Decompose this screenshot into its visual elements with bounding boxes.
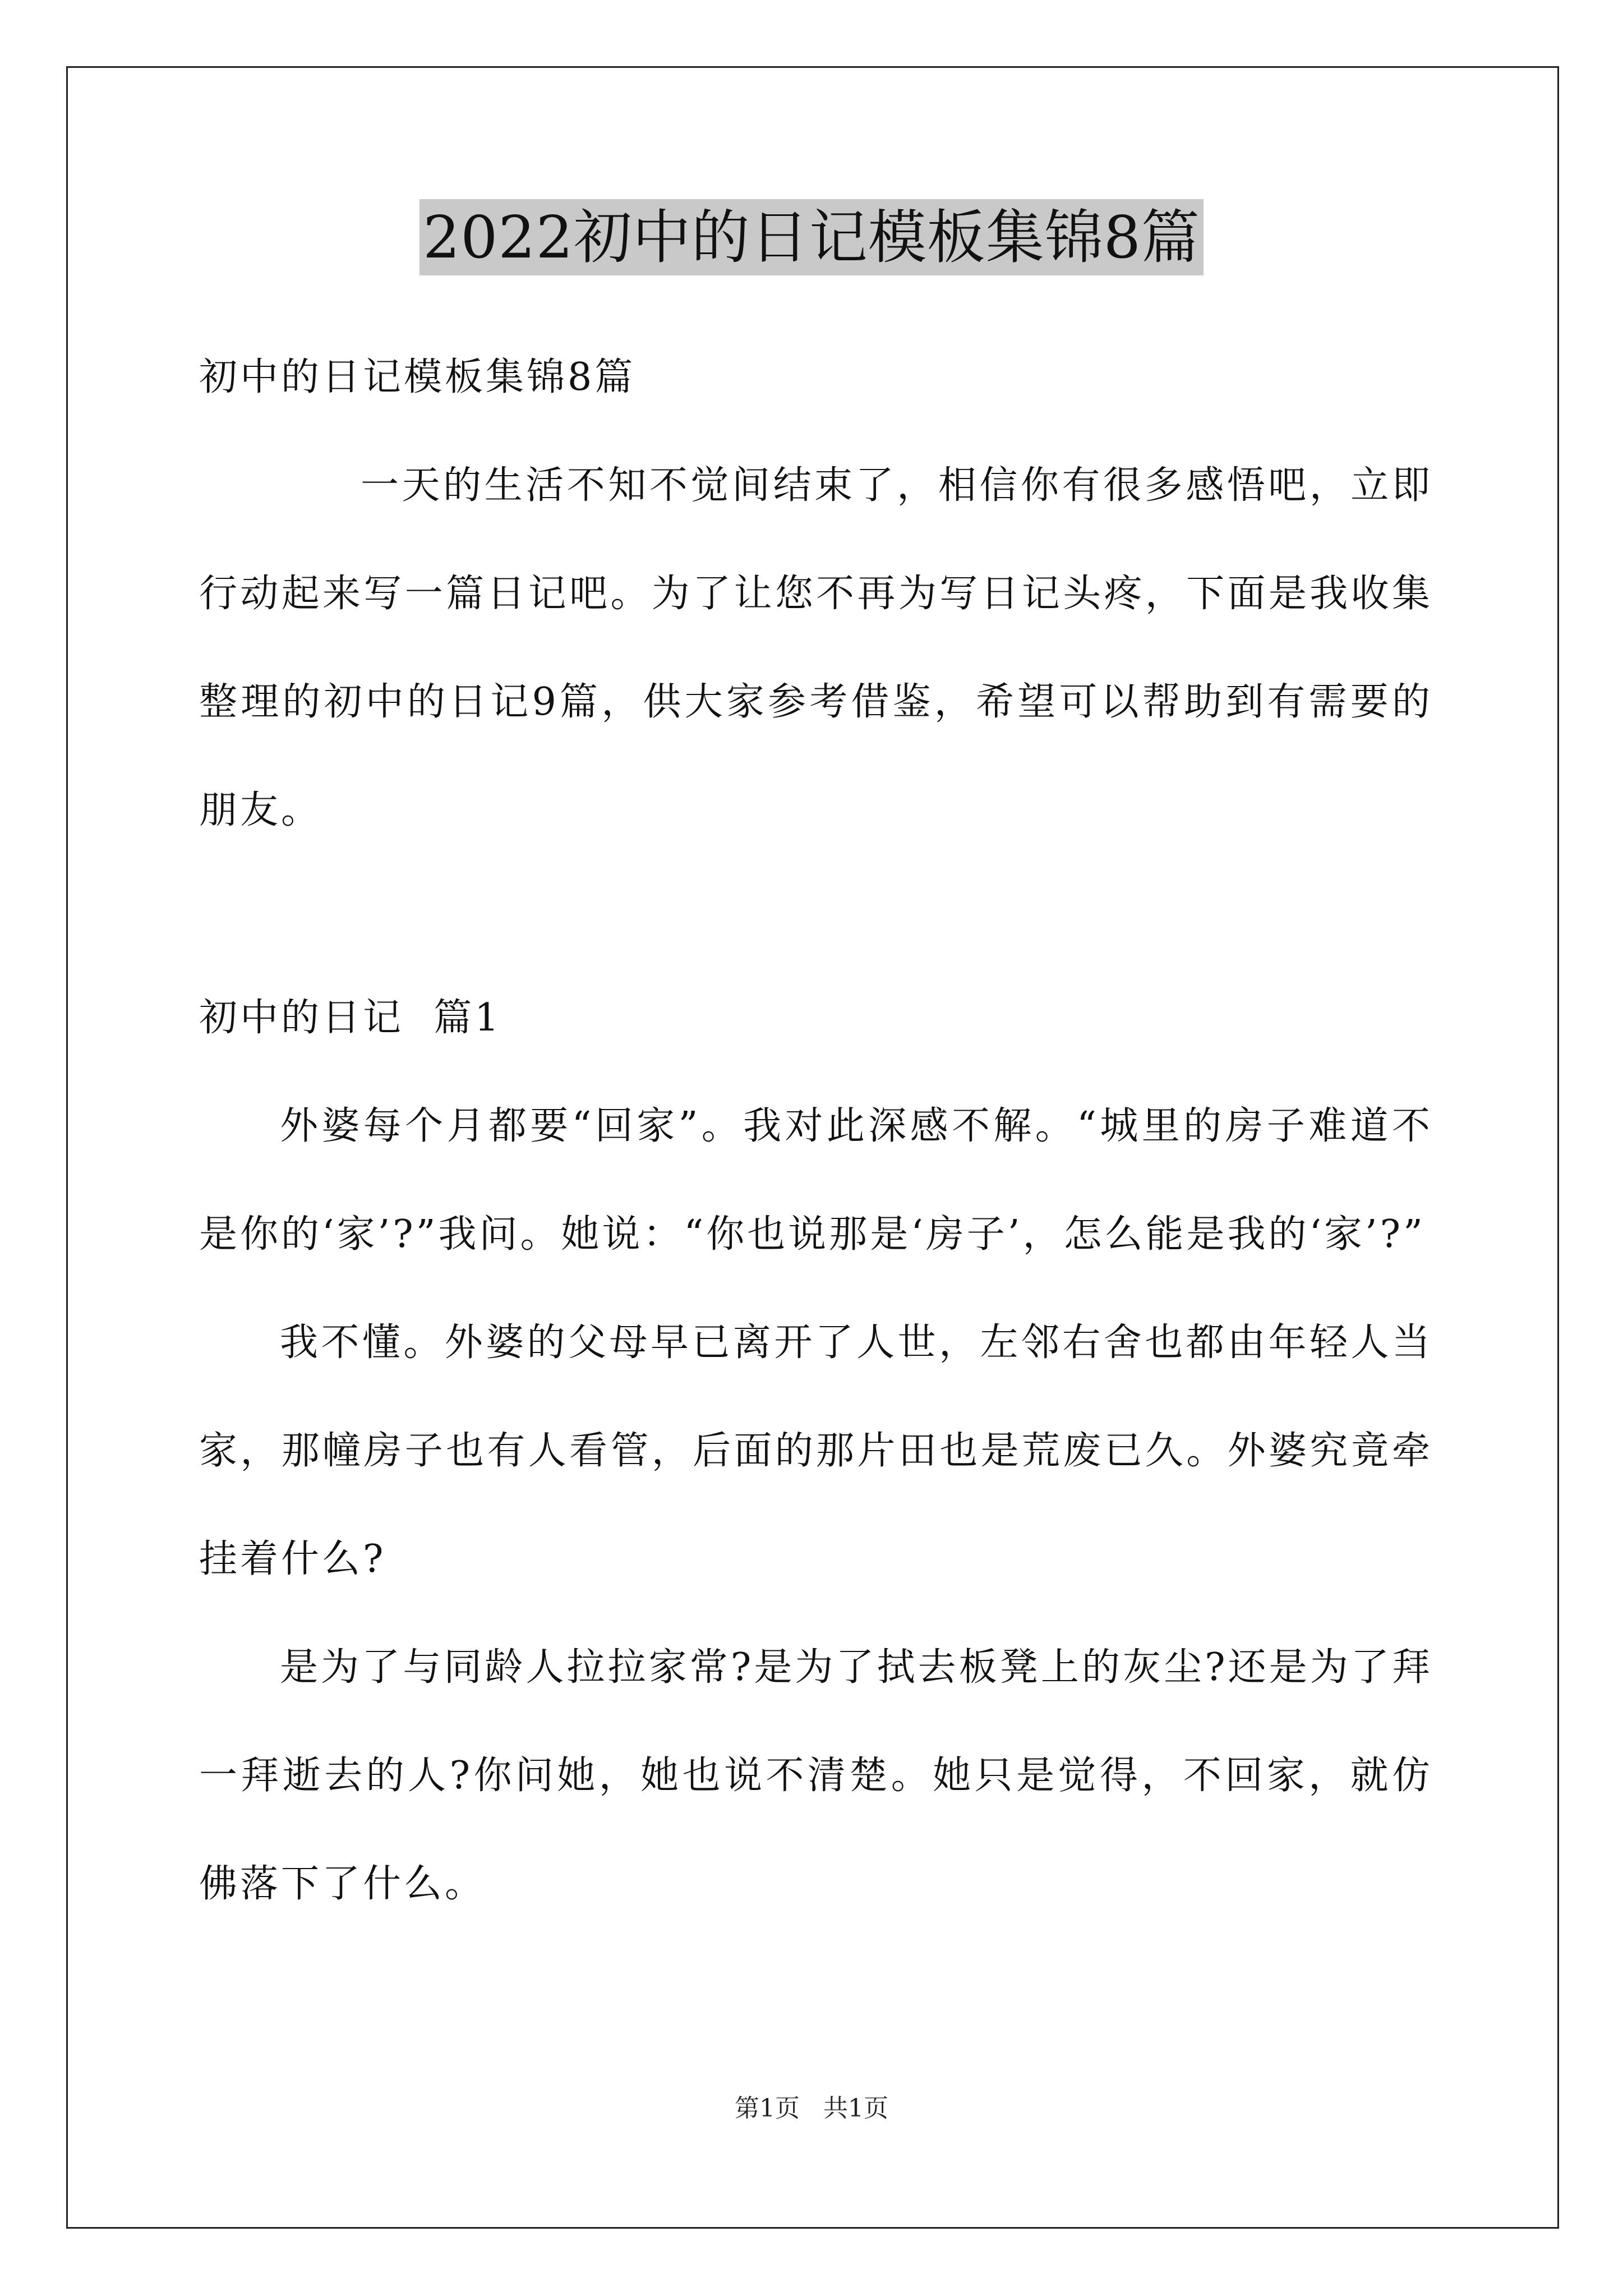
document-subtitle: 初中的日记模板集锦8篇 xyxy=(199,355,636,399)
body-paragraph-2: 我不懂。外婆的父母早已离开了人世，左邻右舍也都由年轻人当家，那幢房子也有人看管，后面的那片田也是荒废已久。外婆究竟牵挂着什么? xyxy=(199,1320,1433,1581)
page-total: 共1页 xyxy=(823,2094,888,2123)
subtitle-block xyxy=(199,323,1433,431)
section-heading: 初中的日记 篇1 xyxy=(199,996,502,1040)
intro-block xyxy=(199,431,1433,864)
body-paragraph-1: 外婆每个月都要“回家”。我对此深感不解。“城里的房子难道不是你的‘家’?”我问。她说：“你也说那是‘房子’，怎么能是我的‘家’?” xyxy=(199,1104,1433,1257)
body-paragraph-3: 是为了与同龄人拉拉家常?是为了拭去板凳上的灰尘?还是为了拜一拜逝去的人?你问她，她也说不清楚。她只是觉得，不回家，就仿佛落下了什么。 xyxy=(199,1645,1433,1906)
title-container xyxy=(0,199,1623,275)
document-title: 2022初中的日记模板集锦8篇 xyxy=(419,199,1204,275)
section-block xyxy=(199,964,1433,1938)
intro-paragraph: 一天的生活不知不觉间结束了，相信你有很多感悟吧，立即行动起来写一篇日记吧。为了让您不再为写日记头疼，下面是我收集整理的初中的日记9篇，供大家参考借鉴，希望可以帮助到有需要的朋友。 xyxy=(199,463,1433,832)
page-footer xyxy=(0,2092,1623,2125)
page-number: 第1页 xyxy=(735,2094,800,2123)
